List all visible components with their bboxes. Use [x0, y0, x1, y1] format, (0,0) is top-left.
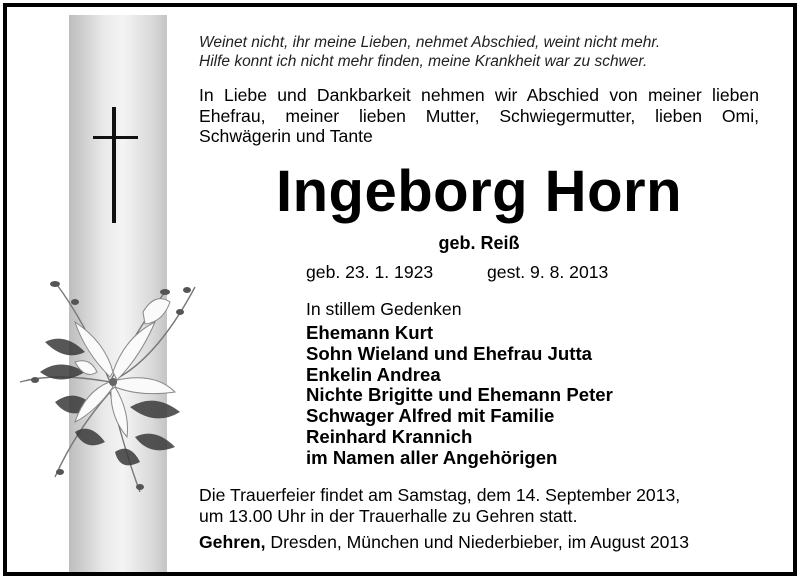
service-line: um 13.00 Uhr in der Trauerhalle zu Gehren statt.: [199, 505, 578, 526]
verse-line: Weinet nicht, ihr meine Lieben, nehmet Abschied, weint nicht mehr.: [199, 34, 661, 51]
mourner: Reinhard Krannich: [306, 425, 473, 447]
mourner: im Namen aller Angehörigen: [306, 446, 558, 468]
verse-line: Hilfe konnt ich nicht mehr finden, meine Krankheit war zu schwer.: [199, 53, 648, 70]
lily-flower-icon: [15, 262, 200, 497]
maiden-name: geb. Reiß: [438, 233, 520, 253]
funeral-service-info: [199, 485, 759, 526]
mourner: Enkelin Andrea: [306, 363, 441, 385]
verse: [199, 33, 759, 71]
deceased-name: Ingeborg Horn: [275, 159, 682, 224]
place-town: Gehren,: [199, 532, 266, 552]
place-date-line: [199, 531, 769, 553]
mourner: Ehemann Kurt: [306, 322, 434, 343]
intro-text: In Liebe und Dankbarkeit nehmen wir Abschied von meiner lieben Ehefrau, meiner lieben Mutter, Schwiegermutter, lieben Omi, Schwägerin und Tante: [199, 85, 759, 147]
mourner: Schwager Alfred mit Familie: [306, 405, 555, 427]
memory-label: In stillem Gedenken: [306, 299, 462, 319]
obituary-card: [3, 3, 797, 576]
service-line: Die Trauerfeier findet am Samstag, dem 14. September 2013,: [199, 485, 681, 505]
place-rest: Dresden, München und Niederbieber, im August 2013: [265, 532, 689, 552]
cross-bar: [93, 136, 138, 139]
death-date: gest. 9. 8. 2013: [487, 262, 609, 282]
cross-icon: [112, 107, 116, 223]
birth-date: geb. 23. 1. 1923: [306, 262, 434, 282]
mourners-list: [306, 323, 766, 469]
mourner: Sohn Wieland und Ehefrau Jutta: [306, 342, 592, 364]
mourner: Nichte Brigitte und Ehemann Peter: [306, 384, 613, 406]
